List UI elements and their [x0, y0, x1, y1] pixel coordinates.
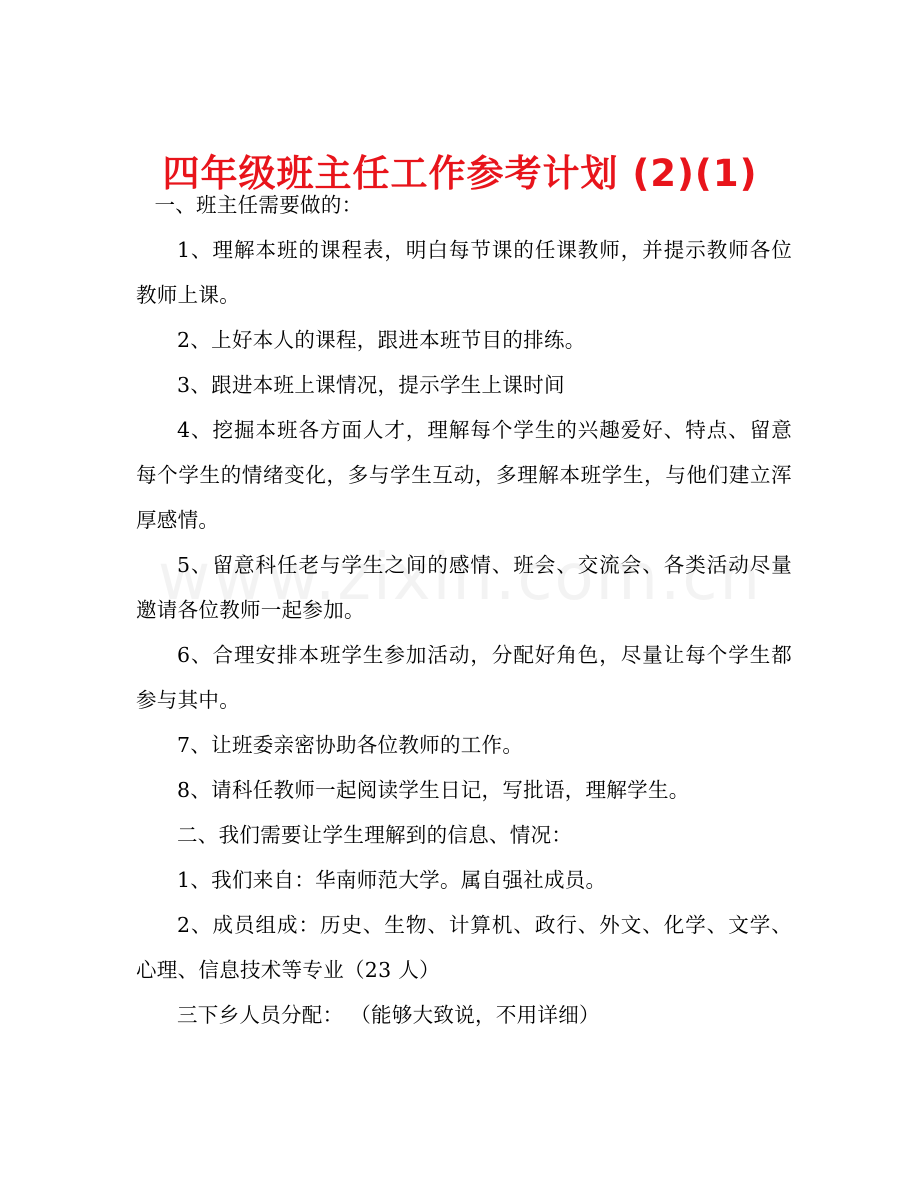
paragraph: 5、留意科任老与学生之间的感情、班会、交流会、各类活动尽量邀请各位教师一起参加。 [136, 553, 792, 622]
paragraph: 4、挖掘本班各方面人才，理解每个学生的兴趣爱好、特点、留意每个学生的情绪变化，多与学生互动，多理解本班学生，与他们建立浑厚感情。 [136, 418, 792, 532]
paragraph: 2、成员组成：历史、生物、计算机、政行、外文、化学、文学、心理、信息技术等专业（23 人） [136, 913, 792, 982]
paragraph: 1、我们来自：华南师范大学。属自强社成员。 [177, 868, 607, 892]
page-title: 四年级班主任工作参考计划 (2)(1) [162, 151, 758, 195]
paragraph: 3、跟进本班上课情况，提示学生上课时间 [177, 373, 565, 397]
paragraph: 8、请科任教师一起阅读学生日记，写批语，理解学生。 [177, 778, 690, 802]
paragraph: 6、合理安排本班学生参加活动，分配好角色，尽量让每个学生都参与其中。 [136, 643, 792, 712]
section-heading: 一、班主任需要做的： [154, 193, 363, 217]
paragraph: 2、上好本人的课程，跟进本班节目的排练。 [177, 328, 586, 352]
paragraph: 7、让班委亲密协助各位教师的工作。 [177, 733, 524, 757]
document-body [136, 183, 792, 1038]
paragraph: 1、理解本班的课程表，明白每节课的任课教师，并提示教师各位教师上课。 [136, 238, 792, 307]
section-heading: 二、我们需要让学生理解到的信息、情况： [177, 823, 573, 847]
paragraph: 三下乡人员分配： （能够大致说，不用详细） [177, 1003, 600, 1027]
